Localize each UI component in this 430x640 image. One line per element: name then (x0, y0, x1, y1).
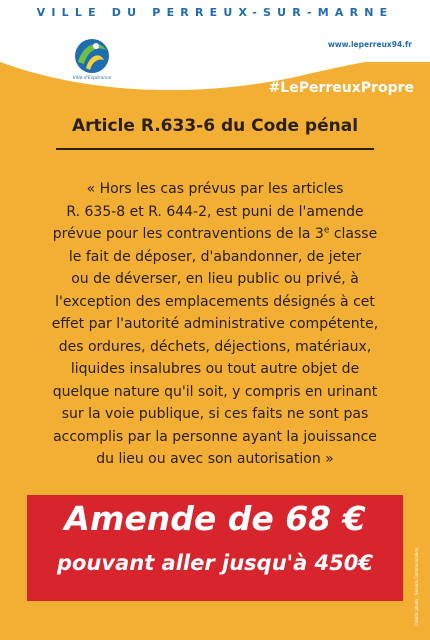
quote-line: des ordures, déchets, déjections, matériaux, (58, 338, 372, 355)
side-credit: Crédits photo : Service Communication (414, 547, 419, 626)
title-underline (56, 148, 374, 150)
article-quote (30, 178, 400, 471)
website-link[interactable]: www.leperreux94.fr (327, 40, 412, 49)
quote-line: ou de déverser, en lieu public ou privé, à (71, 271, 359, 287)
quote-line: sur la voie publique, si ces faits ne sont pas (61, 406, 369, 422)
city-logo-icon (66, 34, 118, 82)
fine-maximum: pouvant aller jusqu'à 450€ (56, 551, 374, 575)
quote-line: quelque nature qu'il soit, y compris en urinant (52, 383, 378, 400)
quote-line-text: prévue pour les contraventions de la 3 (52, 226, 324, 242)
quote-line: accomplis par la personne ayant la jouissance (53, 428, 377, 445)
hashtag: #LePerreuxPropre (268, 80, 414, 96)
quote-line: le fait de déposer, d'abandonner, de jeter (68, 248, 362, 265)
quote-line: du lieu ou avec son autorisation » (96, 451, 334, 467)
quote-line-text: classe (329, 226, 378, 242)
city-name: VILLE DU PERREUX-SUR-MARNE (36, 6, 394, 19)
quote-line: R. 635-8 et R. 644-2, est puni de l'amende (66, 203, 364, 220)
logo-caption: Ville d'Espérance (72, 76, 112, 81)
fine-amount: Amende de 68 € (64, 499, 366, 538)
fine-banner (27, 495, 403, 601)
quote-line (30, 223, 400, 246)
quote-line: « Hors les cas prévus par les articles (86, 181, 344, 197)
quote-line: liquides insalubres ou tout autre objet de (70, 361, 360, 377)
quote-line: effet par l'autorité administrative compétente, (51, 316, 379, 332)
ordinal-superscript: e (323, 225, 330, 236)
article-title: Article R.633-6 du Code pénal (71, 116, 359, 136)
quote-line: l'exception des emplacements désignés à cet (55, 293, 375, 310)
